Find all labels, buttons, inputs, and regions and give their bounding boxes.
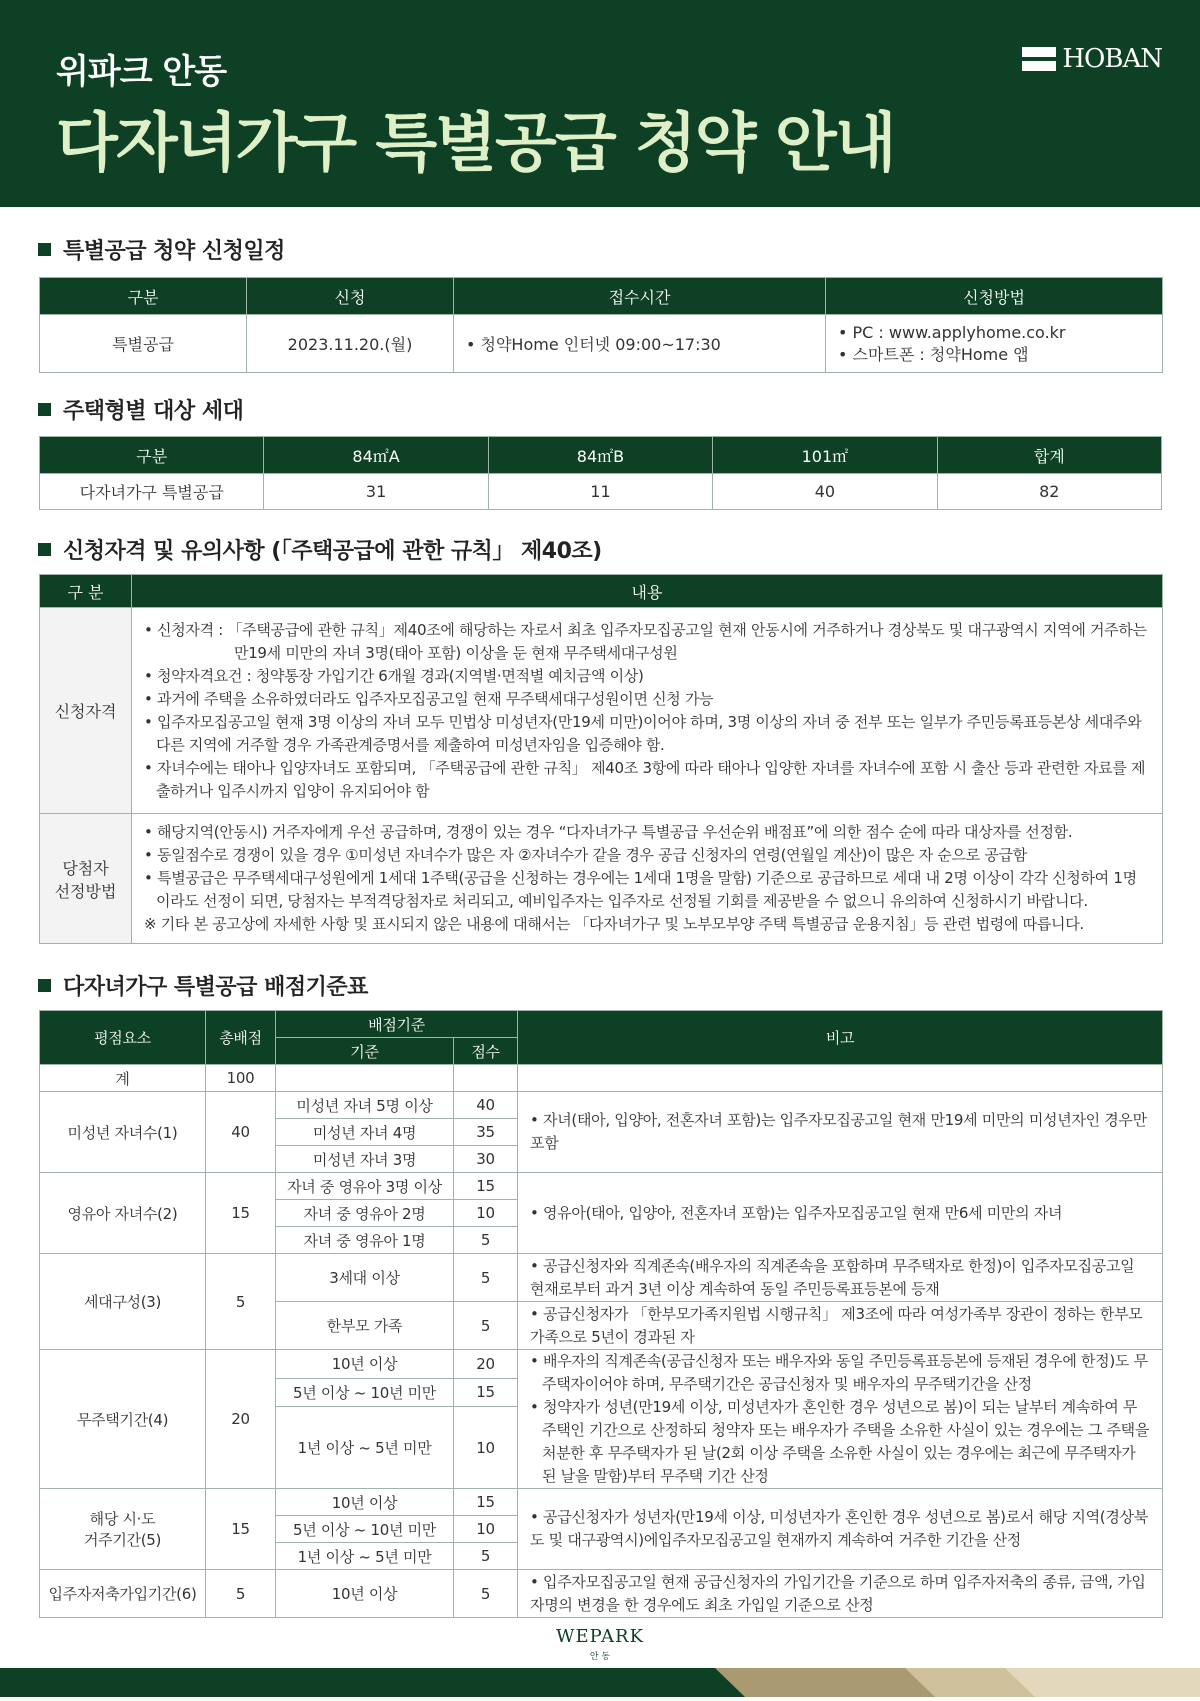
table-cell: 5	[454, 1570, 518, 1618]
table-cell: 100	[206, 1065, 276, 1092]
col-header: 101㎡	[713, 437, 937, 474]
qualification-content: • 신청자격 : 「주택공급에 관한 규칙」제40조에 해당하는 자로서 최초 입주자모집공고일 현재 안동시에 거주하거나 경상북도 및 대구광역시 지역에 거주하는 만19세 미만의 자녀 3명(태아 포함) 이상을 둔 현재 무주택세대구성원 • 청약자격요건 : 청약통장 가입기간 6개월 경과(지역별·면적별 예치금액 이상) • 과거에 주택을 소유하였더라도 입주자모집공고일 현재 무주택세대구성원이면 신청 가능 • 입주자모집공고일 현재 3명 이상의 자녀 모두 민법상 미성년자(만19세 미만)이어야 하며, 3명 이상의 자녀 중 전부 또는 일부가 주민등록표등본상 세대주와 다른 지역에 거주할 경우 가족관계증명서를 제출하여 미성년자임을 입증해야 함. • 자녀수에는 태아나 입양자녀도 포함되며, 「주택공급에 관한 규칙」 제40조 3항에 따라 태아나 입양한 자녀를 자녀수에 포함 시 출산 등과 관련한 자료를 제출하거나 입주시까지 입양이 유지되어야 함	[132, 608, 1163, 814]
header-banner	[0, 0, 1200, 207]
square-bullet-icon	[38, 243, 51, 256]
factor-total: 15	[206, 1489, 276, 1570]
table-cell: 10년 이상	[276, 1489, 454, 1516]
factor-label: 무주택기간(4)	[40, 1350, 206, 1489]
table-cell: 10년 이상	[276, 1570, 454, 1618]
table-cell: 5	[454, 1302, 518, 1350]
square-bullet-icon	[38, 543, 51, 556]
square-bullet-icon	[38, 979, 51, 992]
footer-stripe-cream	[1005, 1668, 1200, 1697]
row-label-qualification: 신청자격	[40, 608, 132, 814]
factor-note: • 공급신청자가 성년자(만19세 이상, 미성년자가 혼인한 경우 성년으로 봄)로서 해당 지역(경상북도 및 대구광역시)에입주자모집공고일 현재까지 계속하여 거주한 기간을 산정	[518, 1489, 1163, 1570]
households-table	[39, 436, 1162, 510]
table-cell: 자녀 중 영유아 3명 이상	[276, 1173, 454, 1200]
table-cell: 계	[40, 1065, 206, 1092]
factor-total: 40	[206, 1092, 276, 1173]
header-subtitle: 위파크 안동	[56, 52, 227, 92]
factor-note: • 공급신청자와 직계존속(배우자의 직계존속을 포함하며 무주택자로 한정)이 입주자모집공고일 현재로부터 과거 3년 이상 계속하여 동일 주민등록표등본에 등재	[518, 1254, 1163, 1302]
table-cell: 5년 이상 ~ 10년 미만	[276, 1378, 454, 1407]
table-cell: 10	[454, 1200, 518, 1227]
col-header: 접수시간	[454, 278, 826, 315]
col-header: 신청	[247, 278, 454, 315]
selection-content: • 해당지역(안동시) 거주자에게 우선 공급하며, 경쟁이 있는 경우 “다자녀가구 특별공급 우선순위 배점표”에 의한 점수 순에 따라 대상자를 선정함. • 동일점수로 경쟁이 있을 경우 ①미성년 자녀수가 많은 자 ②자녀수가 같을 경우 공급 신청자의 연령(연월일 계산)이 많은 자 순으로 공급함 • 특별공급은 무주택세대구성원에게 1세대 1주택(공급을 신청하는 경우에는 1세대 1명을 말함) 기준으로 공급하므로 세대 내 2명 이상이 각각 신청하여 1명이라도 선정이 되면, 당첨자는 부적격당첨자로 처리되고, 예비입주자는 입주자로 선정될 기회를 제공받을 수 없으니 유의하여 신청하시기 바랍니다. ※ 기타 본 공고상에 자세한 사항 및 표시되지 않은 내용에 대해서는 「다자녀가구 및 노부모부양 주택 특별공급 운용지침」등 관련 법령에 따릅니다.	[132, 814, 1163, 944]
factor-label: 영유아 자녀수(2)	[40, 1173, 206, 1254]
table-cell: 자녀 중 영유아 1명	[276, 1227, 454, 1254]
factor-label: 해당 시·도 거주기간(5)	[40, 1489, 206, 1570]
table-cell: 미성년 자녀 3명	[276, 1146, 454, 1173]
wepark-logo-sub: 안 동	[589, 1652, 611, 1662]
table-cell: 한부모 가족	[276, 1302, 454, 1350]
factor-label: 세대구성(3)	[40, 1254, 206, 1350]
col-header: 84㎡B	[488, 437, 712, 474]
method-pc: • PC : www.applyhome.co.kr	[838, 322, 1066, 342]
qualification-table	[39, 574, 1163, 944]
page-title: 다자녀가구 특별공급 청약 안내	[56, 107, 895, 181]
square-bullet-icon	[38, 403, 51, 416]
table-cell: 5	[454, 1227, 518, 1254]
hoban-logo-text: HOBAN	[1062, 44, 1162, 74]
table-cell: 35	[454, 1119, 518, 1146]
col-header: 점수	[454, 1038, 518, 1065]
col-header: 평점요소	[40, 1011, 206, 1065]
table-cell: 2023.11.20.(월)	[247, 315, 454, 373]
col-header: 84㎡A	[264, 437, 488, 474]
col-header: 비고	[518, 1011, 1163, 1065]
scoring-table	[39, 1010, 1163, 1618]
table-cell: 20	[454, 1350, 518, 1379]
schedule-table	[39, 277, 1163, 373]
col-header: 내용	[132, 575, 1163, 608]
row-label-selection: 당첨자 선정방법	[40, 814, 132, 944]
factor-note: • 영유아(태아, 입양아, 전혼자녀 포함)는 입주자모집공고일 현재 만6세 미만의 자녀	[518, 1173, 1163, 1254]
factor-label: 입주자저축가입기간(6)	[40, 1570, 206, 1618]
factor-note: • 배우자의 직계존속(공급신청자 또는 배우자와 동일 주민등록표등본에 등재된 경우에 한정)도 무주택자이어야 하며, 무주택기간은 공급신청자 및 배우자의 무주택기간을 산정 • 청약자가 성년(만19세 이상, 미성년자가 혼인한 경우 성년으로 봄)이 되는 날부터 계속하여 무주택인 기간으로 산정하되 청약자 또는 배우자가 주택을 소유한 사실이 있는 경우에는 그 주택을 처분한 후 무주택자가 된 날(2회 이상 주택을 소유한 사실이 있는 경우에는 최근에 무주택자가 된 날을 말함)부터 무주택 기간 산정	[518, 1350, 1163, 1489]
col-header: 합계	[937, 437, 1161, 474]
factor-note: • 자녀(태아, 입양아, 전혼자녀 포함)는 입주자모집공고일 현재 만19세 미만의 미성년자인 경우만 포함	[518, 1092, 1163, 1173]
table-cell: 미성년 자녀 5명 이상	[276, 1092, 454, 1119]
table-cell: 15	[454, 1173, 518, 1200]
table-cell: 31	[264, 474, 488, 510]
factor-total: 15	[206, 1173, 276, 1254]
factor-total: 5	[206, 1254, 276, 1350]
col-header: 배점기준	[276, 1011, 518, 1038]
table-cell: 다자녀가구 특별공급	[40, 474, 264, 510]
factor-label: 미성년 자녀수(1)	[40, 1092, 206, 1173]
table-cell: 1년 이상 ~ 5년 미만	[276, 1543, 454, 1570]
wepark-logo	[0, 1626, 1200, 1662]
section-title-schedule: 특별공급 청약 신청일정	[38, 234, 285, 265]
col-header: 기준	[276, 1038, 454, 1065]
section-title-qualification: 신청자격 및 유의사항 (「주택공급에 관한 규칙」 제40조)	[38, 534, 602, 565]
table-cell: 자녀 중 영유아 2명	[276, 1200, 454, 1227]
table-cell: 5	[454, 1543, 518, 1570]
section-title-scoring: 다자녀가구 특별공급 배점기준표	[38, 970, 368, 1001]
table-cell: 11	[488, 474, 712, 510]
table-cell: 15	[454, 1489, 518, 1516]
table-cell: 특별공급	[40, 315, 247, 373]
table-cell: 3세대 이상	[276, 1254, 454, 1302]
factor-total: 20	[206, 1350, 276, 1489]
col-header: 구분	[40, 278, 247, 315]
table-cell: 40	[713, 474, 937, 510]
table-cell: 82	[937, 474, 1161, 510]
table-cell: 5년 이상 ~ 10년 미만	[276, 1516, 454, 1543]
footer-bar	[0, 1668, 1200, 1697]
method-mobile: • 스마트폰 : 청약Home 앱	[838, 344, 1029, 364]
table-cell: 1년 이상 ~ 5년 미만	[276, 1407, 454, 1489]
factor-note: • 공급신청자가 「한부모가족지원법 시행규칙」 제3조에 따라 여성가족부 장관이 정하는 한부모 가족으로 5년이 경과된 자	[518, 1302, 1163, 1350]
footer-stripes	[0, 1668, 1200, 1697]
factor-note: • 입주자모집공고일 현재 공급신청자의 가입기간을 기준으로 하며 입주자저축의 종류, 금액, 가입자명의 변경을 한 경우에도 최초 가입일 기준으로 산정	[518, 1570, 1163, 1618]
table-cell: 30	[454, 1146, 518, 1173]
col-header: 구 분	[40, 575, 132, 608]
hoban-logo	[1022, 44, 1162, 74]
table-cell: 미성년 자녀 4명	[276, 1119, 454, 1146]
hoban-mark-icon	[1022, 47, 1056, 71]
table-cell: 10	[454, 1516, 518, 1543]
table-cell: 15	[454, 1378, 518, 1407]
wepark-logo-text: WEPARK	[555, 1626, 645, 1647]
table-cell: 10년 이상	[276, 1350, 454, 1379]
table-cell: 10	[454, 1407, 518, 1489]
table-cell: 40	[454, 1092, 518, 1119]
factor-total: 5	[206, 1570, 276, 1618]
table-cell: 5	[454, 1254, 518, 1302]
col-header: 총배점	[206, 1011, 276, 1065]
table-cell	[826, 315, 1163, 373]
section-title-households: 주택형별 대상 세대	[38, 394, 243, 425]
col-header: 신청방법	[826, 278, 1163, 315]
col-header: 구분	[40, 437, 264, 474]
table-cell: • 청약Home 인터넷 09:00~17:30	[454, 315, 826, 373]
